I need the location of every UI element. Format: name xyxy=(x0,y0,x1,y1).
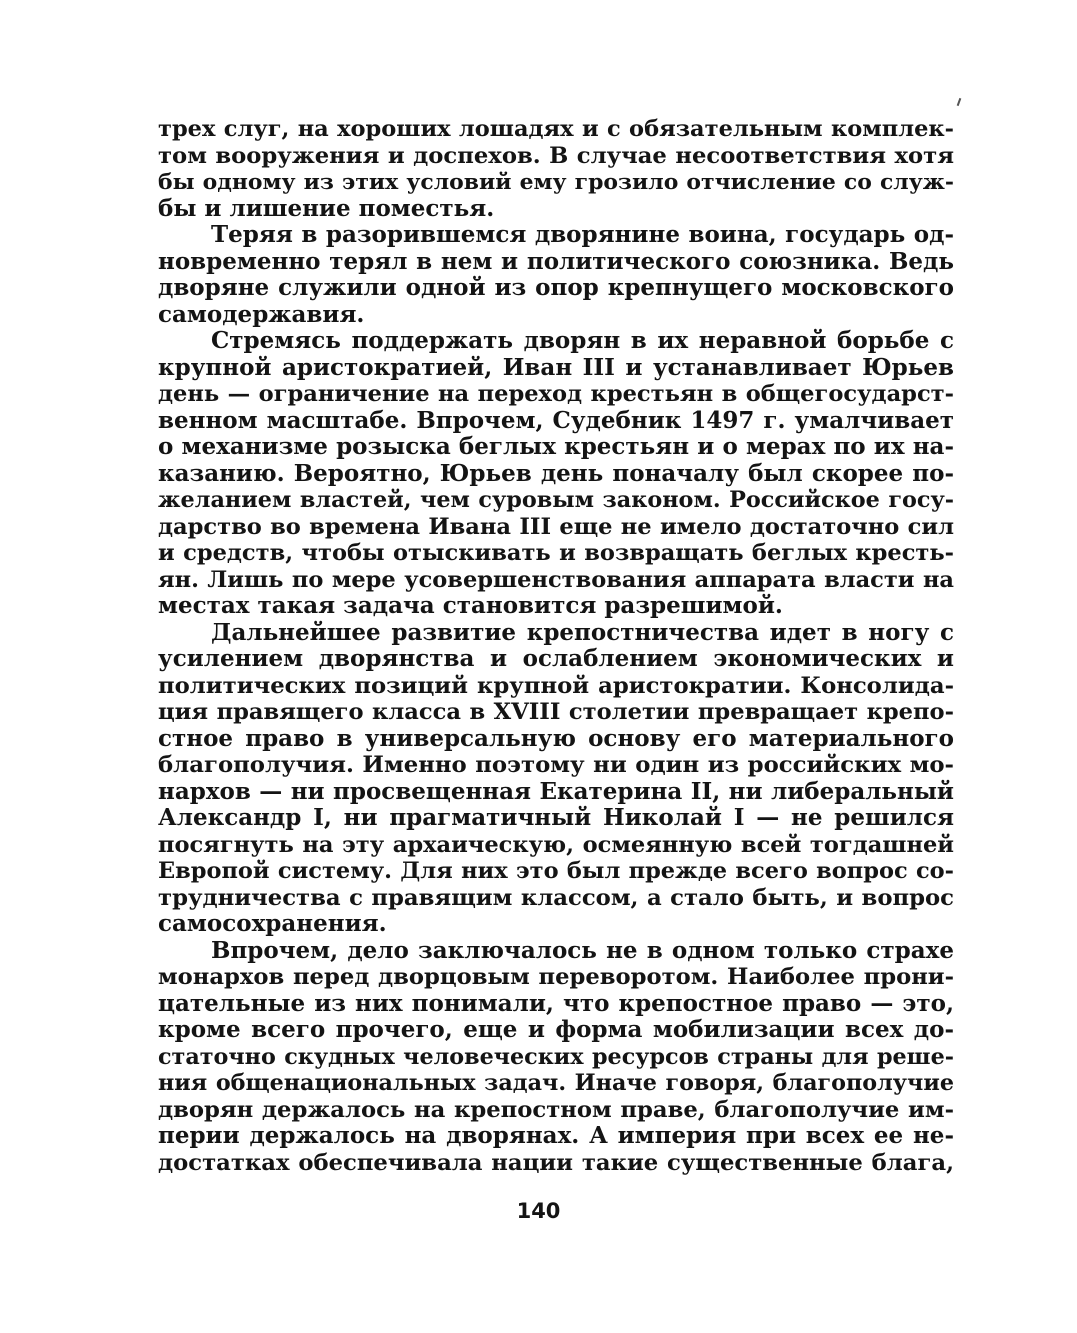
paragraph-first-line: Дальнейшее развитие крепостничества идет в ногу с xyxy=(211,618,954,646)
text-line: бы одному из этих условий ему грозило отчисление со служ- xyxy=(158,169,954,195)
text-line: благополучия. Именно поэтому ни один из российских мо- xyxy=(158,752,954,778)
text-line: кроме всего прочего, еще и форма мобилизации всех до- xyxy=(158,1016,954,1043)
text-line: ния общенациональных задач. Иначе говоря, благополучие xyxy=(158,1070,954,1096)
text-line: дворян держалось на крепостном праве, благополучие им- xyxy=(158,1096,954,1123)
text-line: монархов перед дворцовым переворотом. Наиболее прони- xyxy=(158,964,954,990)
text-line: стное право в универсальную основу его материального xyxy=(158,724,954,752)
paragraph-first-line: Впрочем, дело заключалось не в одном только страхе xyxy=(211,936,954,964)
text-line: том вооружения и доспехов. В случае несоответствия хотя xyxy=(158,142,954,169)
body-text xyxy=(158,116,954,1176)
text-line: венном масштабе. Впрочем, Судебник 1497 г. умалчивает xyxy=(158,406,954,434)
text-line: крупной аристократией, Иван III и устанавливает Юрьев xyxy=(158,353,954,381)
text-line: цательные из них понимали, что крепостное право — это, xyxy=(158,989,954,1017)
text-line: перии держалось на дворянах. А империя при всех ее не- xyxy=(158,1122,954,1149)
text-line: Александр I, ни прагматичный Николай I — не решился xyxy=(158,804,954,831)
text-line: статочно скудных человеческих ресурсов страны для реше- xyxy=(158,1043,954,1070)
text-line: о механизме розыска беглых крестьян и о мерах по их на- xyxy=(158,433,954,460)
text-line: казанию. Вероятно, Юрьев день поначалу был скорее по- xyxy=(158,459,954,487)
scan-mark xyxy=(957,98,962,106)
text-line: дворяне служили одной из опор крепнущего московского xyxy=(158,274,954,301)
text-line: желанием властей, чем суровым законом. Российское госу- xyxy=(158,487,954,513)
text-line: политических позиций крупной аристократии. Консолида- xyxy=(158,672,954,699)
text-line: нархов — ни просвещенная Екатерина II, ни либеральный xyxy=(158,777,954,805)
paragraph-first-line: Стремясь поддержать дворян в их неравной борьбе с xyxy=(211,327,954,354)
page-number: 140 xyxy=(516,1199,561,1223)
text-line: достатках обеспечивала нации такие существенные блага, xyxy=(158,1149,954,1176)
text-line: ция правящего класса в XVIII столетии превращает крепо- xyxy=(158,699,954,725)
text-line: и средств, чтобы отыскивать и возвращать беглых кресть- xyxy=(158,540,954,566)
text-line: трудничества с правящим классом, а стало быть, и вопрос xyxy=(158,884,954,911)
text-line: день — ограничение на переход крестьян в общегосударст- xyxy=(158,381,954,407)
text-line: трех слуг, на хороших лошадях и с обязательным комплек- xyxy=(158,116,954,142)
text-line: Европой систему. Для них это был прежде всего вопрос со- xyxy=(158,858,954,884)
text-line: бы и лишение поместья. xyxy=(158,194,495,222)
text-line: посягнуть на эту архаическую, осмеянную всей тогдашней xyxy=(158,831,954,858)
text-line: новременно терял в нем и политического союзника. Ведь xyxy=(158,247,954,275)
text-line: ян. Лишь по мере усовершенствования аппарата власти на xyxy=(158,566,954,593)
text-line: дарство во времена Ивана III еще не имело достаточно сил xyxy=(158,513,954,540)
text-line: местах такая задача становится разрешимой. xyxy=(158,592,783,619)
paragraph-first-line: Теряя в разорившемся дворянине воина, государь од- xyxy=(211,221,954,248)
text-line: самосохранения. xyxy=(158,910,387,937)
text-line: усилением дворянства и ослаблением экономических и xyxy=(158,645,954,672)
text-line: самодержавия. xyxy=(158,300,365,328)
